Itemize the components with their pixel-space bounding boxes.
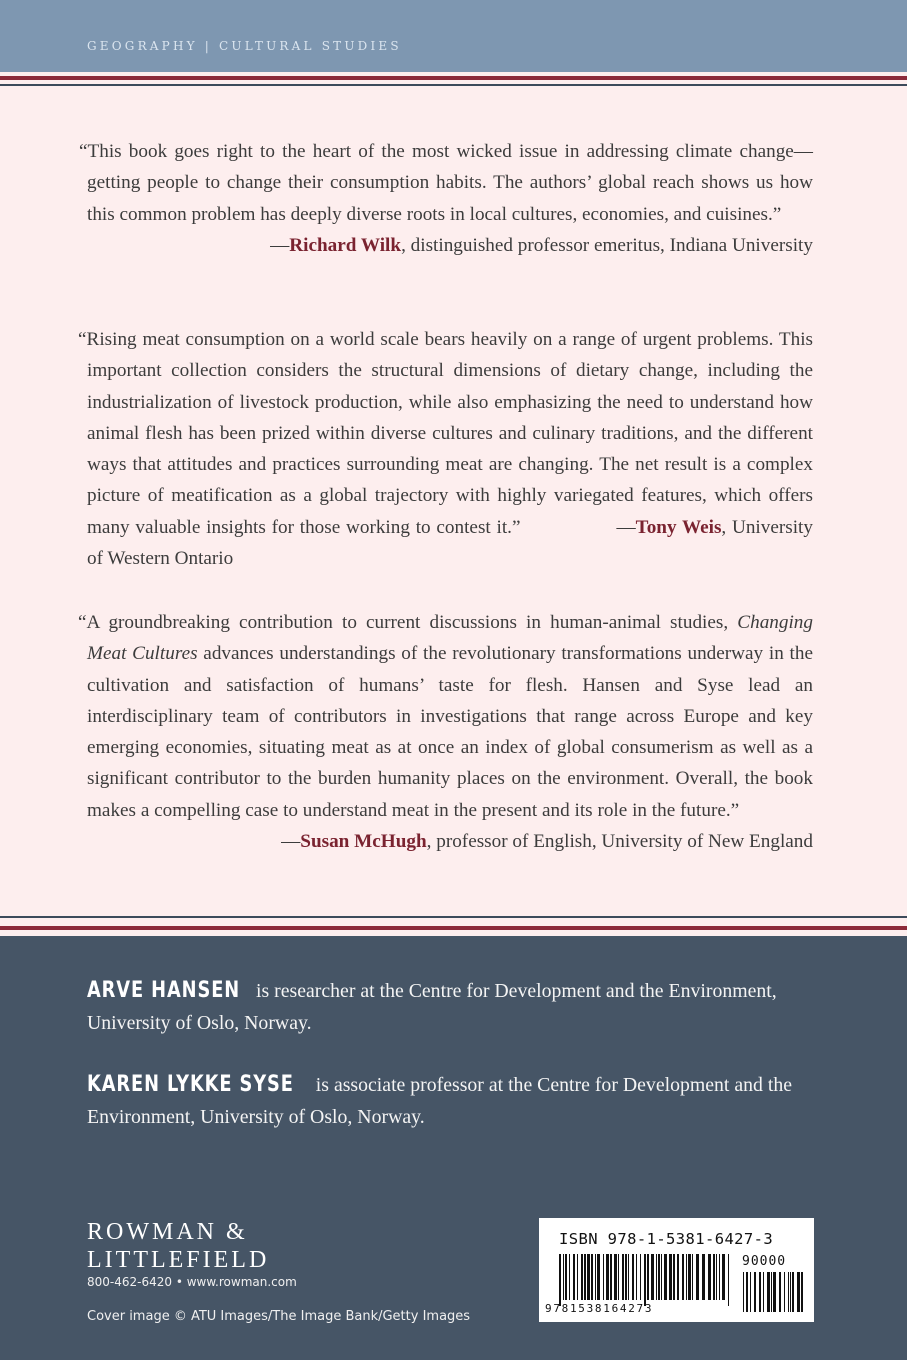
book-title: Changing Meat Cultures: [87, 612, 813, 665]
barcode-bar: [647, 1254, 649, 1300]
barcode-addon-bar: [790, 1272, 791, 1312]
barcode-bar: [708, 1254, 711, 1300]
barcode-bar: [692, 1254, 693, 1300]
barcode-bar: [591, 1254, 593, 1300]
barcode-bar: [597, 1254, 600, 1300]
endorsement-quote-1: [79, 136, 813, 261]
barcode-bar: [651, 1254, 654, 1300]
barcode-addon-bar: [801, 1272, 803, 1312]
barcode-addon-bar: [746, 1272, 748, 1312]
barcode-bar: [565, 1254, 567, 1300]
barcode-addon-bar: [743, 1272, 744, 1312]
barcode-bar: [632, 1254, 634, 1300]
endorser-name: Richard Wilk: [289, 234, 402, 256]
bottom-stripe-navy: [0, 916, 907, 918]
author-bio-1: [87, 975, 817, 1039]
barcode-bar: [658, 1254, 660, 1300]
barcode-addon-bar: [771, 1272, 772, 1312]
barcode-addon-bar: [797, 1272, 800, 1312]
barcode-bar: [716, 1254, 717, 1300]
barcode-bar: [702, 1254, 705, 1300]
barcode-bar: [722, 1254, 725, 1300]
top-stripe-red: [0, 76, 907, 80]
barcode-bar: [587, 1254, 590, 1300]
barcode-bar: [696, 1254, 699, 1300]
endorser-affiliation: , distinguished professor emeritus, Indiana University: [401, 234, 813, 256]
endorser-affiliation: , University of Western Ontario: [87, 516, 813, 570]
barcode-bar: [603, 1254, 604, 1300]
attribution-dash: —: [616, 516, 636, 538]
barcode-bar: [625, 1254, 627, 1300]
bottom-stripe-red: [0, 926, 907, 930]
price-addon: 90000: [742, 1254, 787, 1269]
endorser-name: Tony Weis: [635, 516, 722, 538]
barcode-bar: [686, 1254, 687, 1300]
barcode-addon-bar: [773, 1272, 776, 1312]
barcode-bar: [595, 1254, 596, 1300]
barcode-addon-bar: [750, 1272, 751, 1312]
category-label: GEOGRAPHY | CULTURAL STUDIES: [87, 39, 402, 53]
barcode-bar: [673, 1254, 675, 1300]
barcode-digits: 9781538164273: [545, 1302, 654, 1315]
attribution-dash: —: [270, 234, 290, 256]
barcode-bar: [640, 1254, 641, 1300]
author-bio-2: [87, 1069, 817, 1133]
barcode-bar: [622, 1254, 624, 1300]
barcode-bar: [728, 1254, 729, 1306]
author-name: KAREN LYKKE SYSE: [87, 1072, 294, 1097]
barcode-addon-bar: [763, 1272, 764, 1312]
publisher-contact: 800-462-6420 • www.rowman.com: [87, 1275, 297, 1289]
author-bio-text: is associate professor at the Centre for Development and the Environment, University of Oslo, Norway.: [87, 1074, 793, 1128]
quote-text-cont: advances understandings of the revolutionary transformations underway in the cultivation and satisfaction of humans’ taste for flesh. Hansen and Syse lead an interdisciplinary team of contributors in investigations that range across Europe and key emerging economies, situating meat as at once an index of global consumerism as well as a significant contributor to the burden humanity places on the environment. Overall, the book makes a compelling case to understand meat in the present and its role in the future.”: [87, 643, 813, 821]
barcode-addon-bar: [788, 1272, 789, 1312]
endorsement-quote-3: [78, 607, 813, 857]
author-bio-text: is researcher at the Centre for Development and the Environment, University of Oslo, Norway.: [87, 980, 777, 1034]
publisher-line-1: ROWMAN &: [87, 1219, 248, 1245]
quote-attribution: [87, 230, 813, 261]
quote-text: “A groundbreaking contribution to current discussions in human-animal studies,: [78, 612, 738, 633]
barcode-bar: [606, 1254, 609, 1300]
barcode-bar: [610, 1254, 612, 1300]
publisher-line-2: LITTLEFIELD: [87, 1247, 270, 1273]
barcode-bar: [573, 1254, 575, 1300]
barcode-bar: [682, 1254, 684, 1300]
barcode-addon-bar: [779, 1272, 781, 1312]
author-name: ARVE HANSEN: [87, 978, 241, 1003]
isbn-label: ISBN 978-1-5381-6427-3: [559, 1230, 774, 1248]
barcode-bar: [559, 1254, 561, 1306]
endorser-name: Susan McHugh: [300, 831, 427, 853]
quote-attribution: [87, 826, 813, 857]
barcode-bar: [563, 1254, 564, 1300]
quote-text: “Rising meat consumption on a world scale bears heavily on a range of urgent problems. This important collection considers the structural dimensions of dietary change, including the industrialization of livestock production, while also emphasizing the need to understand how animal flesh has been prized within diverse cultures and culinary traditions, and the different ways that attitudes and practices surrounding meat are changing. The net result is a complex picture of meatification as a global trajectory with highly variegated features, which offers many valuable insights for those working to contest it.”: [78, 329, 813, 538]
barcode-addon-bar: [767, 1272, 770, 1312]
barcode-bar: [628, 1254, 629, 1300]
barcode-bar: [677, 1254, 679, 1300]
barcode-bar: [636, 1254, 637, 1300]
barcode-bar: [614, 1254, 617, 1300]
barcode-bar: [669, 1254, 672, 1300]
barcode-bar: [569, 1254, 570, 1300]
barcode-bar: [713, 1254, 715, 1300]
barcode-addon-bar: [792, 1272, 794, 1312]
barcode-bar: [644, 1254, 646, 1306]
barcode-bar: [688, 1254, 691, 1300]
attribution-dash: —: [281, 831, 301, 853]
barcode-addon-bar: [784, 1272, 785, 1312]
barcode-bar: [656, 1254, 657, 1300]
barcode-bar: [618, 1254, 619, 1300]
endorser-affiliation: , professor of English, University of New England: [426, 831, 813, 853]
barcode: [539, 1218, 814, 1322]
barcode-addon-bar: [759, 1272, 761, 1312]
endorsement-quote-2: [78, 324, 813, 574]
top-band: [0, 0, 907, 72]
cover-credit: Cover image © ATU Images/The Image Bank/Getty Images: [87, 1309, 471, 1324]
top-stripe-navy: [0, 84, 907, 86]
barcode-bar: [577, 1254, 578, 1300]
publisher-logo: [87, 1218, 269, 1274]
barcode-addon-bar: [754, 1272, 756, 1312]
quote-text: “This book goes right to the heart of the most wicked issue in addressing climate change—getting people to change their consumption habits. The authors’ global reach shows us how this common problem has deeply diverse roots in local cultures, economies, and cuisines.”: [79, 141, 813, 225]
barcode-bar: [719, 1254, 720, 1300]
barcode-bar: [584, 1254, 586, 1300]
barcode-bar: [581, 1254, 583, 1300]
barcode-bar: [661, 1254, 662, 1300]
barcode-bar: [664, 1254, 667, 1300]
